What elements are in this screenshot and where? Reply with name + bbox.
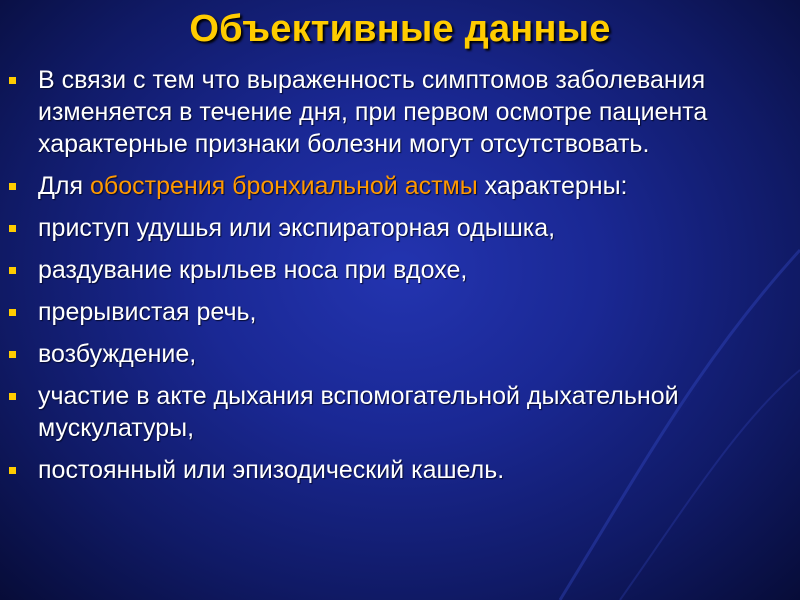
square-bullet-icon (9, 225, 16, 232)
square-bullet-icon (9, 393, 16, 400)
bullet-text-before: Для (38, 172, 91, 200)
slide-title: Объективные данные (189, 8, 611, 50)
bullet-list (0, 64, 790, 496)
bullet-item (0, 64, 790, 160)
square-bullet-icon (9, 267, 16, 274)
bullet-item (0, 170, 790, 202)
bullet-item (0, 338, 790, 370)
bullet-text: возбуждение, (38, 340, 197, 368)
bullet-item (0, 380, 790, 444)
bullet-text: участие в акте дыхания вспомогательной дыхательной мускулатуры, (38, 382, 679, 442)
square-bullet-icon (9, 183, 16, 190)
square-bullet-icon (9, 309, 16, 316)
bullet-text: В связи с тем что выраженность симптомов заболевания изменяется в течение дня, при первом осмотре пациента характерные признаки болезни могут отсутствовать. (38, 66, 708, 158)
bullet-text: прерывистая речь, (38, 298, 257, 326)
square-bullet-icon (9, 351, 16, 358)
bullet-text: постоянный или эпизодический кашель. (38, 456, 505, 484)
bullet-text: приступ удушья или экспираторная одышка, (38, 214, 556, 242)
bullet-item (0, 296, 790, 328)
bullet-item (0, 254, 790, 286)
bullet-item (0, 454, 790, 486)
square-bullet-icon (9, 467, 16, 474)
square-bullet-icon (9, 77, 16, 84)
bullet-text-after: характерны: (477, 172, 628, 200)
bullet-item (0, 212, 790, 244)
highlighted-term: обострения бронхиальной астмы (90, 172, 478, 200)
bullet-text: раздувание крыльев носа при вдохе, (38, 256, 468, 284)
